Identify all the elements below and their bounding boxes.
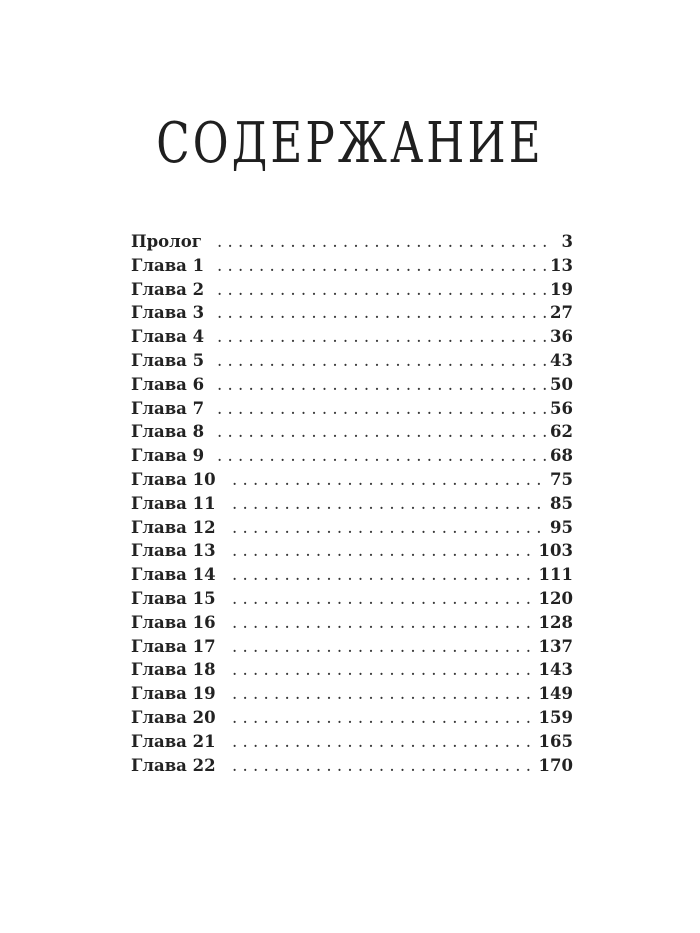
toc-entry-page-number: 120 <box>538 588 573 608</box>
dot-leader <box>232 658 535 682</box>
toc-entry-chapter-8[interactable] <box>131 420 573 444</box>
toc-entry-chapter-12[interactable] <box>131 516 573 540</box>
dot-leader <box>232 468 546 492</box>
toc-entry-chapter-18[interactable] <box>131 658 573 682</box>
toc-entry-page-number: 27 <box>550 303 573 323</box>
dot-leader <box>232 706 535 730</box>
toc-entry-page-number: 50 <box>550 374 573 394</box>
dot-leader <box>232 635 535 659</box>
toc-entry-page-number: 149 <box>538 684 573 704</box>
dot-leader <box>217 254 546 278</box>
toc-entry-label: Глава 16 <box>131 612 216 632</box>
toc-entry-chapter-17[interactable] <box>131 635 573 659</box>
toc-entry-label: Глава 9 <box>131 446 205 466</box>
toc-entry-chapter-11[interactable] <box>131 492 573 516</box>
dot-leader <box>217 325 546 349</box>
dot-leader <box>232 587 535 611</box>
dot-leader <box>232 754 535 778</box>
dot-leader <box>232 563 535 587</box>
dot-leader <box>232 611 535 635</box>
toc-entry-chapter-6[interactable] <box>131 373 573 397</box>
toc-entry-page-number: 95 <box>550 517 573 537</box>
toc-entry-chapter-15[interactable] <box>131 587 573 611</box>
toc-entry-page-number: 143 <box>538 660 573 680</box>
toc-entry-page-number: 85 <box>550 493 573 513</box>
toc-entry-page-number: 3 <box>561 232 573 251</box>
toc-entry-chapter-19[interactable] <box>131 682 573 706</box>
toc-entry-chapter-16[interactable] <box>131 611 573 635</box>
toc-entry-page-number: 36 <box>550 327 573 347</box>
toc-entry-label: Глава 19 <box>131 684 216 704</box>
toc-entry-label: Глава 4 <box>131 327 205 347</box>
dot-leader <box>217 444 546 468</box>
toc-entry-label: Глава 5 <box>131 350 205 370</box>
toc-entry-chapter-10[interactable] <box>131 468 573 492</box>
toc-entry-label: Глава 7 <box>131 398 205 418</box>
toc-entry-prologue[interactable] <box>131 230 573 254</box>
toc-entry-chapter-4[interactable] <box>131 325 573 349</box>
dot-leader <box>232 730 535 754</box>
toc-entry-chapter-22[interactable] <box>131 754 573 778</box>
toc-entry-label: Глава 10 <box>131 469 216 489</box>
dot-leader <box>232 539 535 563</box>
toc-entry-page-number: 13 <box>550 255 573 275</box>
toc-entry-page-number: 165 <box>538 731 573 751</box>
toc-entry-page-number: 43 <box>550 350 573 370</box>
toc-entry-page-number: 128 <box>538 612 573 632</box>
toc-entry-page-number: 56 <box>550 398 573 418</box>
toc-entry-page-number: 103 <box>538 541 573 561</box>
dot-leader <box>232 682 535 706</box>
toc-entry-page-number: 68 <box>550 446 573 466</box>
toc-entry-label: Глава 2 <box>131 279 205 299</box>
toc-entry-chapter-9[interactable] <box>131 444 573 468</box>
toc-entry-chapter-14[interactable] <box>131 563 573 587</box>
toc-entry-chapter-2[interactable] <box>131 278 573 302</box>
toc-entry-label: Глава 22 <box>131 755 216 775</box>
dot-leader <box>217 278 546 302</box>
toc-entry-label: Глава 20 <box>131 707 216 727</box>
toc-entry-chapter-1[interactable] <box>131 254 573 278</box>
dot-leader <box>217 301 546 325</box>
toc-entry-label: Глава 11 <box>131 493 216 513</box>
toc-entry-label: Глава 8 <box>131 422 205 442</box>
dot-leader <box>217 230 547 254</box>
dot-leader <box>217 349 546 373</box>
toc-entry-label: Глава 1 <box>131 255 205 275</box>
toc-entry-chapter-5[interactable] <box>131 349 573 373</box>
toc-entry-page-number: 170 <box>538 755 573 775</box>
toc-entry-page-number: 111 <box>538 565 573 585</box>
dot-leader <box>217 373 546 397</box>
toc-entry-page-number: 62 <box>550 422 573 442</box>
dot-leader <box>232 516 546 540</box>
toc-entry-label: Глава 12 <box>131 517 216 537</box>
table-of-contents <box>131 230 573 777</box>
toc-entry-label: Глава 15 <box>131 588 216 608</box>
toc-entry-label: Глава 6 <box>131 374 205 394</box>
toc-entry-chapter-7[interactable] <box>131 397 573 421</box>
toc-entry-label: Глава 17 <box>131 636 216 656</box>
toc-entry-chapter-13[interactable] <box>131 539 573 563</box>
dot-leader <box>217 397 546 421</box>
toc-entry-page-number: 75 <box>550 469 573 489</box>
toc-entry-chapter-3[interactable] <box>131 301 573 325</box>
page-title: СОДЕРЖАНИЕ <box>156 111 544 176</box>
toc-entry-page-number: 19 <box>550 279 573 299</box>
toc-entry-label: Глава 14 <box>131 565 216 585</box>
toc-entry-page-number: 137 <box>538 636 573 656</box>
dot-leader <box>217 420 546 444</box>
dot-leader <box>232 492 546 516</box>
toc-entry-label: Глава 21 <box>131 731 216 751</box>
toc-entry-chapter-21[interactable] <box>131 730 573 754</box>
toc-entry-chapter-20[interactable] <box>131 706 573 730</box>
toc-entry-label: Глава 3 <box>131 303 205 323</box>
toc-entry-label: Глава 13 <box>131 541 216 561</box>
toc-entry-page-number: 159 <box>538 707 573 727</box>
toc-entry-label: Глава 18 <box>131 660 216 680</box>
toc-entry-label: Пролог <box>131 232 202 251</box>
